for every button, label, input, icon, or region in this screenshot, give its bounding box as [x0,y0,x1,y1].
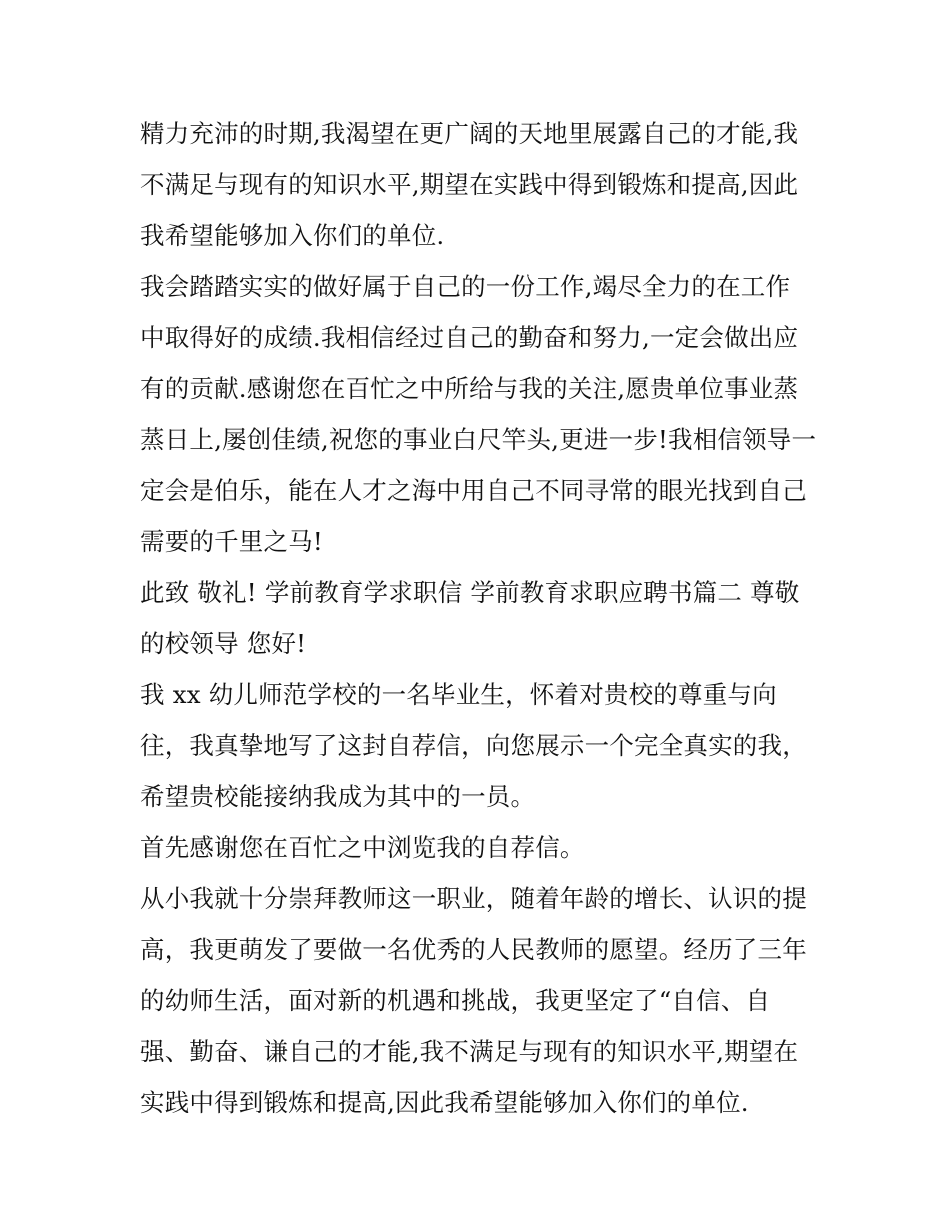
text-line: 高，我更萌发了要做一名优秀的人民教师的愿望。经历了三年 [140,935,807,964]
text-line: 强、勤奋、谦自己的才能,我不满足与现有的知识水平,期望在 [140,1037,799,1066]
text-line: 中取得好的成绩.我相信经过自己的勤奋和努力,一定会做出应 [140,323,799,352]
paragraph [140,261,830,567]
text-line: 我希望能够加入你们的单位. [140,221,445,250]
text-line: 蒸日上,屡创佳绩,祝您的事业白尺竿头,更进一步!我相信领导一 [140,425,817,454]
document-body [140,108,830,1128]
text-line: 不满足与现有的知识水平,期望在实践中得到锻炼和提高,因此 [140,170,799,199]
text-line: 精力充沛的时期,我渴望在更广阔的天地里展露自己的才能,我 [140,119,799,148]
paragraph [140,567,830,669]
text-line: 定会是伯乐，能在人才之海中用自己不同寻常的眼光找到自己 [140,476,807,505]
text-line: 首先感谢您在百忙之中浏览我的自荐信。 [140,833,585,862]
paragraph [140,822,830,873]
paragraph [140,108,830,261]
text-line: 的幼师生活，面对新的机遇和挑战，我更坚定了“自信、自 [140,986,771,1015]
text-line: 的校领导 您好! [140,629,307,658]
text-line: 从小我就十分崇拜教师这一职业，随着年龄的增长、认识的提 [140,884,807,913]
text-line: 此致 敬礼! 学前教育学求职信 学前教育求职应聘书篇二 尊敬 [140,578,800,607]
paragraph [140,873,830,1128]
text-line: 有的贡献.感谢您在百忙之中所给与我的关注,愿贵单位事业蒸 [140,374,799,403]
text-line: 我 xx 幼儿师范学校的一名毕业生，怀着对贵校的尊重与向 [140,680,777,709]
paragraph [140,669,830,822]
text-line: 实践中得到锻炼和提高,因此我希望能够加入你们的单位. [140,1088,749,1117]
text-line: 需要的千里之马! [140,527,323,556]
text-line: 往，我真挚地写了这封自荐信，向您展示一个完全真实的我， [140,731,807,760]
text-line: 希望贵校能接纳我成为其中的一员。 [140,782,536,811]
text-line: 我会踏踏实实的做好属于自己的一份工作,竭尽全力的在工作 [140,272,791,301]
